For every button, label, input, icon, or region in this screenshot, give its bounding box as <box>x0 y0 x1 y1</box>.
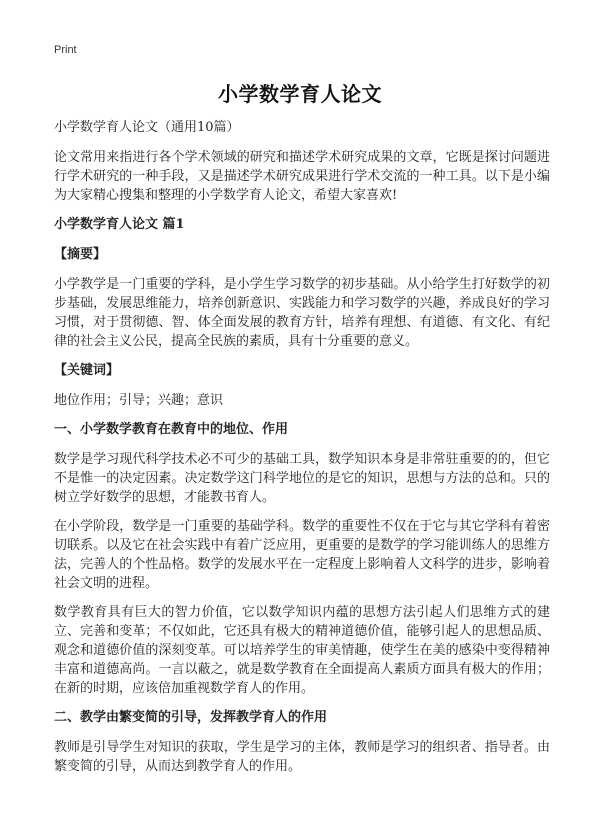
keywords-heading: 【关键词】 <box>54 363 120 378</box>
section-heading-1: 一、小学数学教育在教育中的地位、作用 <box>54 422 289 437</box>
section-heading-2: 二、教学由繁变简的引导，发挥教学育人的作用 <box>54 710 328 725</box>
section1-paragraph-2: 在小学阶段，数学是一门重要的基础学科。数学的重要性不仅在于它与其它学科有着密切联系。以及它在社会实践中有着广泛应用，更重要的是数学的学习能训练人的思维方法，完善人的个性品格。数学的发展水平在一定程度上影响着人文科学的进步，影响着社会文明的进程。 <box>54 519 550 591</box>
keywords-paragraph: 地位作用；引导；兴趣；意识 <box>54 393 224 408</box>
section2-paragraph-1: 教师是引导学生对知识的获取，学生是学习的主体，教师是学习的组织者、指导者。由繁变简的引导，从而达到教学育人的作用。 <box>54 740 550 774</box>
page-title: 小学数学育人论文 <box>218 82 382 106</box>
intro-paragraph: 论文常用来指进行各个学术领域的研究和描述学术研究成果的文章，它既是探讨问题进行学术研究的一种手段，又是描述学术研究成果进行学术交流的一种工具。以下是小编为大家精心搜集和整理的小学数学育人论文，希望大家喜欢! <box>54 150 550 203</box>
abstract-heading: 【摘要】 <box>54 247 107 262</box>
print-link[interactable]: Print <box>54 44 77 56</box>
abstract-paragraph: 小学教学是一门重要的学科，是小学生学习数学的初步基础。从小给学生打好数学的初步基础，发展思维能力，培养创新意识、实践能力和学习数学的兴趣，养成良好的学习习惯，对于贯彻德、智、体全面发展的教育方针，培养有理想、有道德、有文化、有纪律的社会主义公民，提高全民族的素质，具有十分重要的意义。 <box>54 277 550 349</box>
article-heading: 小学数学育人论文 篇1 <box>54 217 185 232</box>
section1-paragraph-3: 数学教育具有巨大的智力价值，它以数学知识内蕴的思想方法引起人们思维方式的建立、完善和变革；不仅如此，它还具有极大的精神道德价值，能够引起人的思想品质、观念和道德价值的深刻变革。可以培养学生的审美情趣，使学生在美的感染中变得精神丰富和道德高尚。一言以蔽之，就是数学教育在全面提高人素质方面具有极大的作用；在新的时期，应该倍加重视数学育人的作用。 <box>54 605 550 696</box>
document-subtitle: 小学数学育人论文（通用10篇） <box>54 120 240 135</box>
article-body <box>54 118 550 786</box>
section1-paragraph-1: 数学是学习现代科学技术必不可少的基础工具，数学知识本身是非常驻重要的的，但它不是惟一的决定因素。决定数学这门科学地位的是它的知识，思想与方法的总和。只的树立学好数学的思想，才能教书育人。 <box>54 452 550 505</box>
